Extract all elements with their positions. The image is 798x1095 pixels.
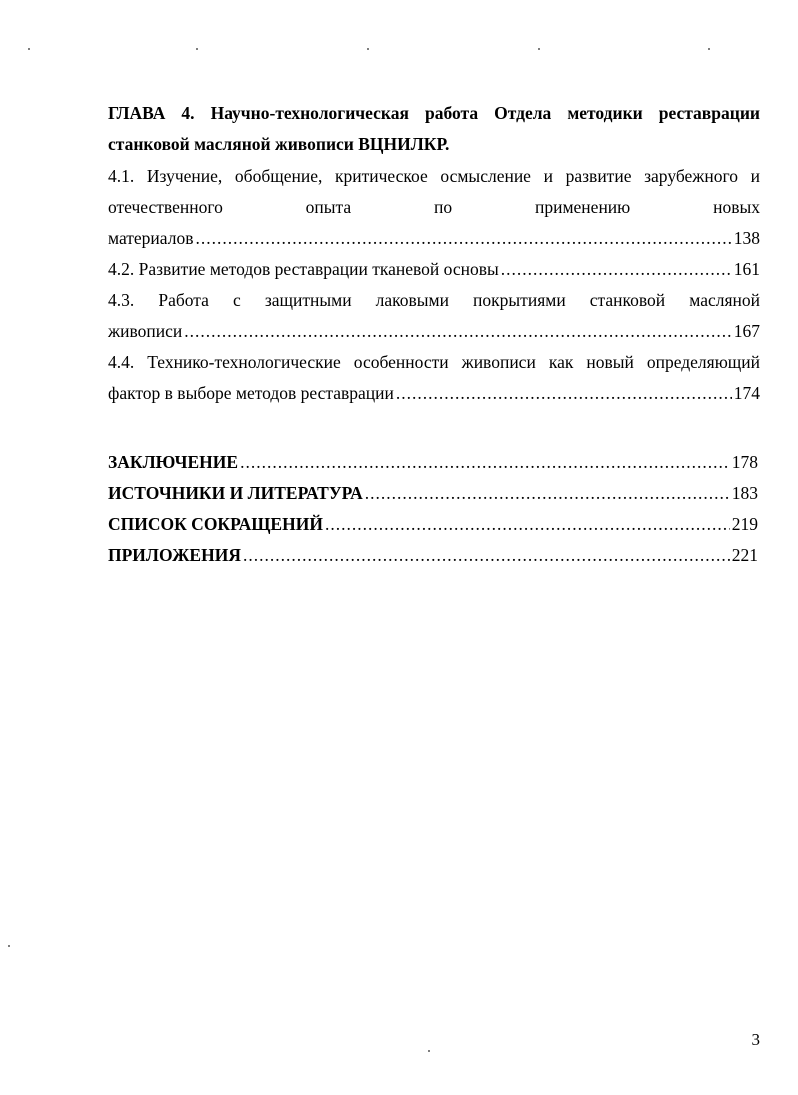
toc-entry-row <box>108 223 760 254</box>
scan-speck <box>196 48 198 50</box>
toc-entry-row <box>108 254 760 285</box>
toc-entry-conclusion <box>108 447 758 478</box>
toc-entry-label: живописи <box>108 321 183 341</box>
toc-entry-sources <box>108 478 758 509</box>
toc-page-number: 138 <box>733 228 760 248</box>
scan-speck <box>367 48 369 50</box>
toc-page-number: 161 <box>733 259 760 279</box>
toc-page-number: 221 <box>731 545 758 565</box>
scan-speck <box>538 48 540 50</box>
toc-entry-label: ЗАКЛЮЧЕНИЕ <box>108 452 239 472</box>
toc-entry-label: материалов <box>108 228 194 248</box>
toc-entry-4-1 <box>108 161 760 254</box>
leader-dots <box>501 254 732 285</box>
page-number: 3 <box>751 1030 760 1049</box>
back-matter-list <box>108 447 758 571</box>
toc-entry-label: ИСТОЧНИКИ И ЛИТЕРАТУРА <box>108 483 363 503</box>
chapter-title: ГЛАВА 4. Научно-технологическая работа Отдела методики реставрации станковой масляной живописи ВЦНИЛКР. <box>108 103 760 154</box>
leader-dots <box>243 540 730 571</box>
toc-entry-lead: 4.4. Технико-технологические особенности живописи как новый определяющий <box>108 352 760 372</box>
toc-entry-lead: отечественного опыта по применению новых <box>108 197 760 217</box>
leader-dots <box>195 223 731 254</box>
toc-page-number: 219 <box>731 514 758 534</box>
toc-entry-4-2 <box>108 254 760 285</box>
leader-dots <box>184 316 732 347</box>
toc-entry-label: СПИСОК СОКРАЩЕНИЙ <box>108 514 323 534</box>
toc-entry-label: 4.2. Развитие методов реставрации тканевой основы <box>108 259 499 279</box>
leader-dots <box>365 478 730 509</box>
leader-dots <box>325 509 730 540</box>
toc-page-number: 178 <box>731 452 758 472</box>
toc-page-number: 167 <box>733 321 760 341</box>
scan-speck <box>428 1050 430 1052</box>
scan-speck <box>8 945 10 947</box>
toc-page-number: 183 <box>731 483 758 503</box>
toc-entry-4-4 <box>108 347 760 409</box>
toc-entry-label: фактор в выборе методов реставрации <box>108 383 394 403</box>
toc-entry-row <box>108 378 760 409</box>
table-of-contents <box>108 98 760 409</box>
scan-speck <box>708 48 710 50</box>
toc-entry-4-3 <box>108 285 760 347</box>
toc-page-number: 174 <box>733 383 760 403</box>
scan-speck <box>28 48 30 50</box>
toc-entry-abbreviations <box>108 509 758 540</box>
leader-dots <box>240 447 730 478</box>
toc-entry-appendices <box>108 540 758 571</box>
toc-entry-label: ПРИЛОЖЕНИЯ <box>108 545 241 565</box>
toc-entry-row <box>108 316 760 347</box>
toc-entry-lead: 4.3. Работа с защитными лаковыми покрытиями станковой масляной <box>108 290 760 310</box>
leader-dots <box>396 378 732 409</box>
toc-entry-lead: 4.1. Изучение, обобщение, критическое осмысление и развитие зарубежного и <box>108 166 760 186</box>
